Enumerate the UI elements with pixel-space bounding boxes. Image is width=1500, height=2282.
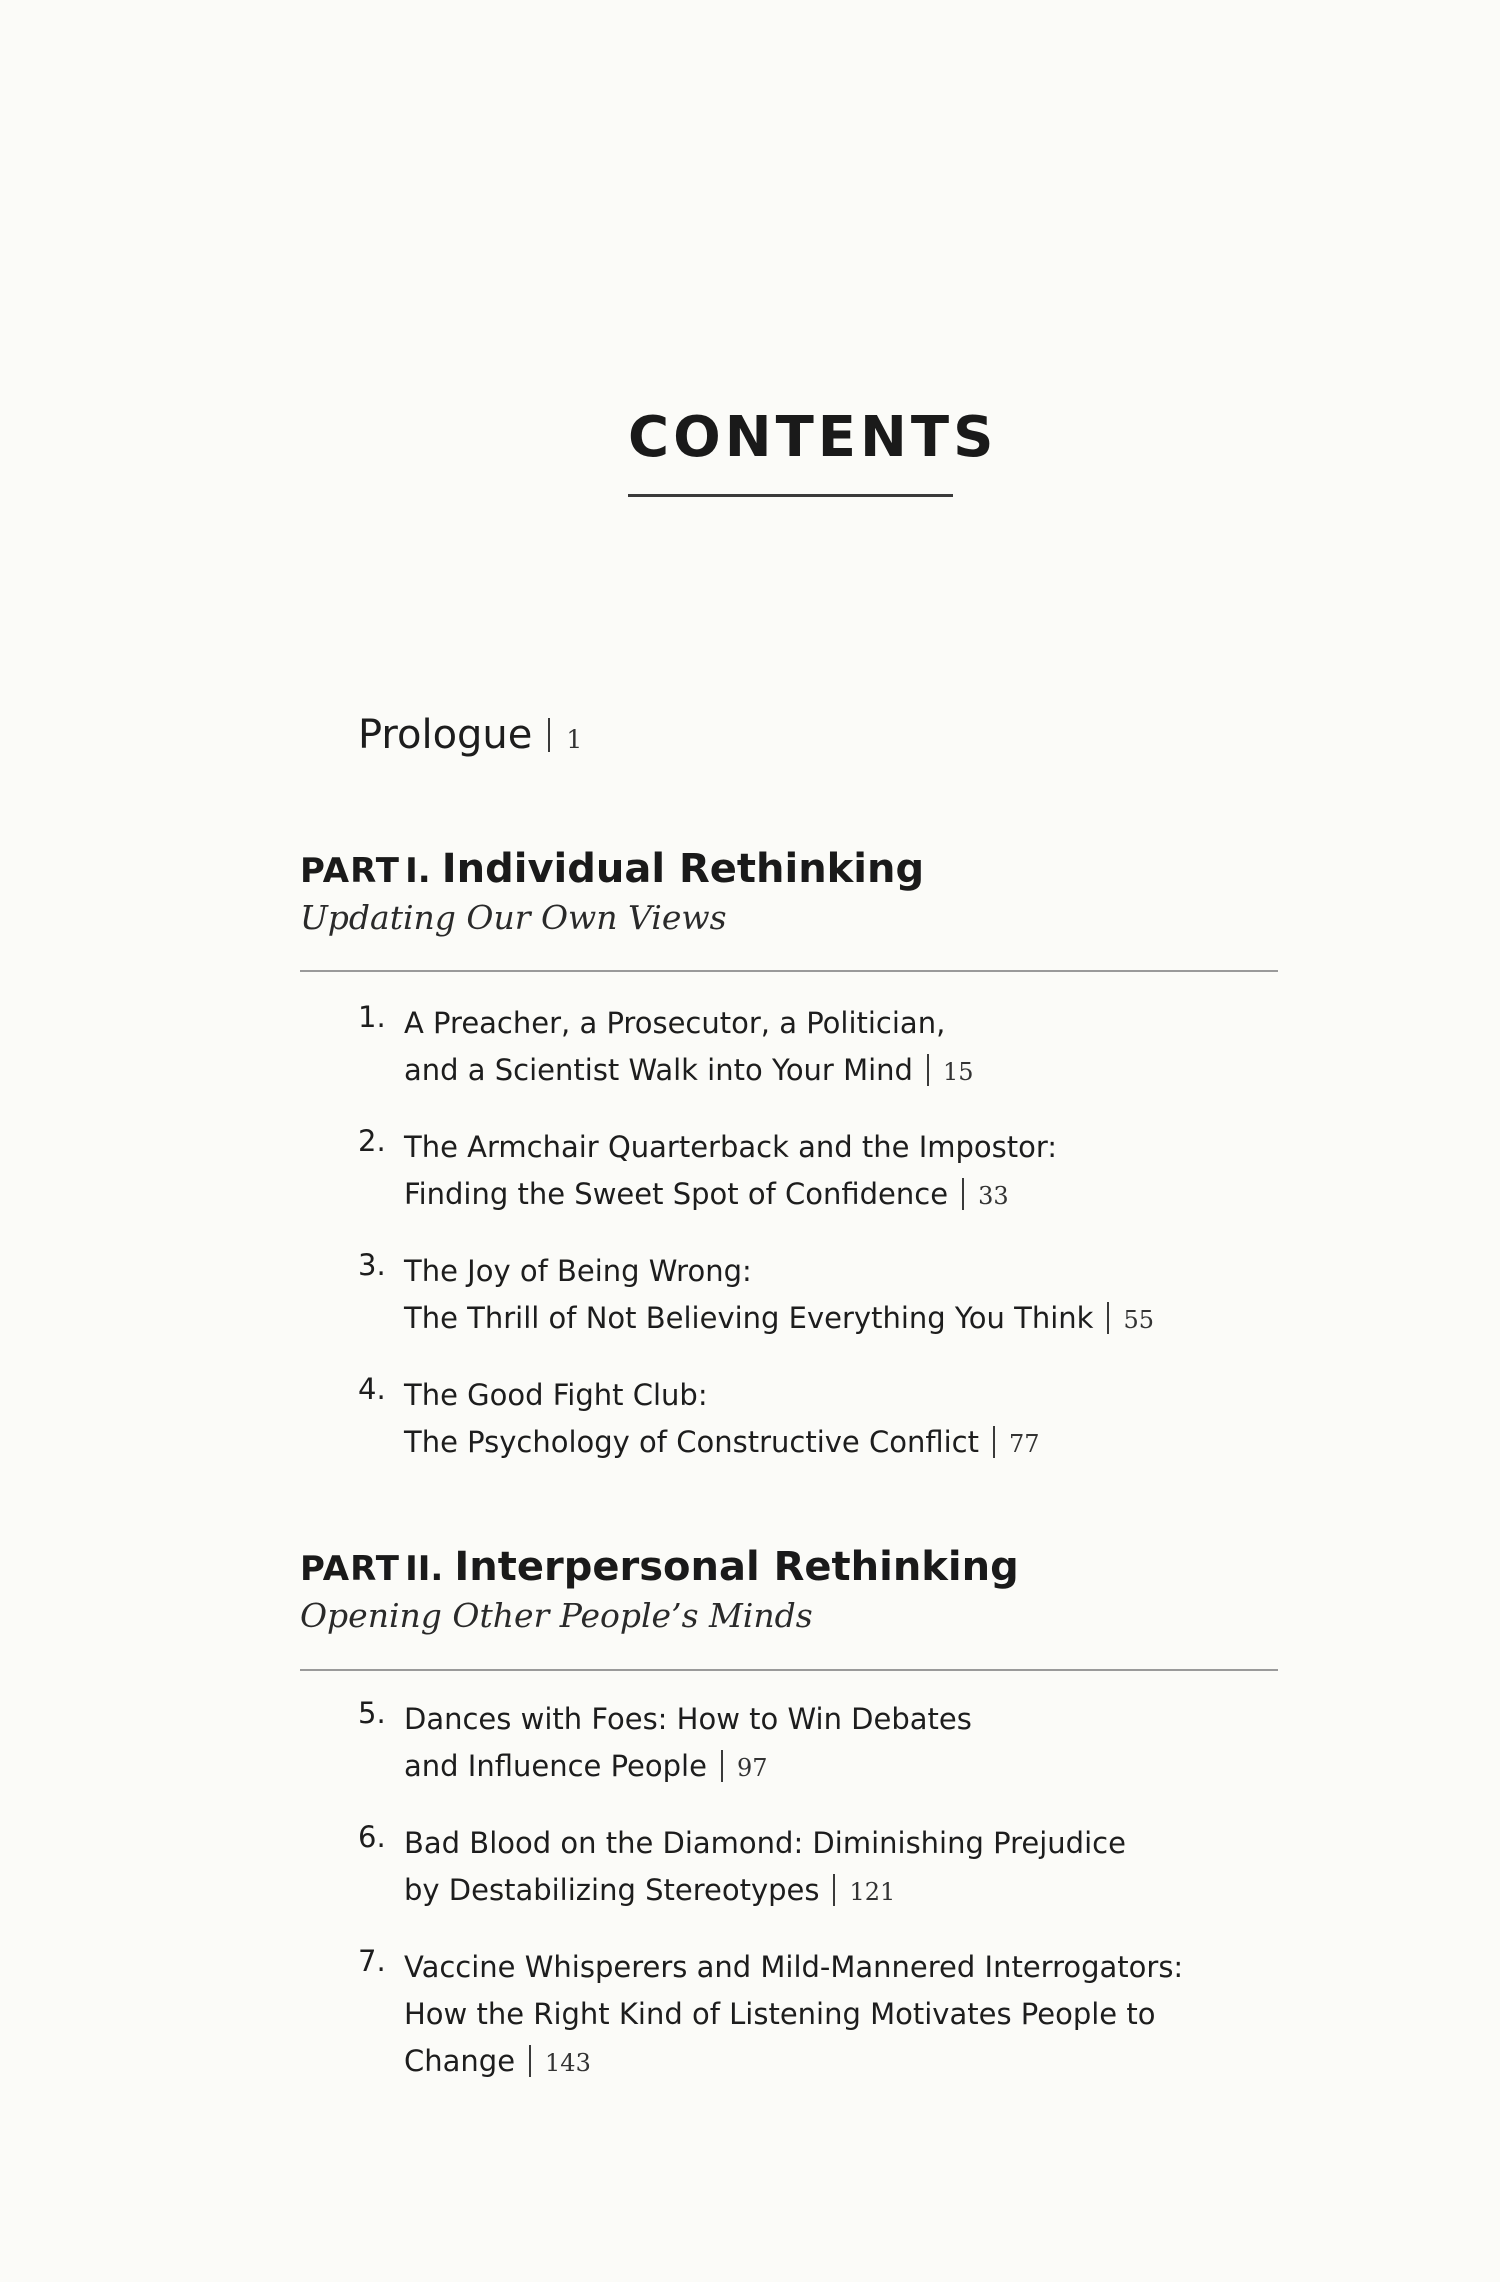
chapter-page-number: 55 xyxy=(1123,1306,1154,1334)
part-1-title xyxy=(300,846,924,892)
chapter-page-number: 97 xyxy=(736,1754,768,1782)
part-label: PART xyxy=(300,851,400,891)
chapter-page-number: 77 xyxy=(1009,1430,1040,1458)
chapter-title-text: The Psychology of Constructive Conflict xyxy=(404,1425,979,1459)
chapter-title-line-last xyxy=(404,1171,1057,1220)
title-underline xyxy=(628,494,953,497)
chapter-title xyxy=(404,1248,1154,1344)
chapter-title xyxy=(404,1000,974,1096)
chapter-title-line-last xyxy=(404,1867,1126,1916)
prologue-page-number: 1 xyxy=(566,725,583,754)
part-1-divider xyxy=(300,970,1278,972)
page-title: CONTENTS xyxy=(628,405,998,470)
page-separator xyxy=(927,1054,929,1086)
chapter-title xyxy=(404,1124,1057,1220)
chapter-title-line: The Joy of Being Wrong: xyxy=(404,1254,752,1288)
chapter-title-line: The Good Fight Club: xyxy=(404,1378,708,1412)
page-separator xyxy=(529,2045,531,2077)
chapter-title-line: Vaccine Whisperers and Mild-Mannered Interrogators: xyxy=(404,1950,1184,1984)
chapter-title-line: A Preacher, a Prosecutor, a Politician, xyxy=(404,1006,946,1040)
part-2-header xyxy=(300,1544,1019,1635)
chapter-title-text: and a Scientist Walk into Your Mind xyxy=(404,1053,913,1087)
part-2-title xyxy=(300,1544,1019,1590)
chapter-title-text: and Influence People xyxy=(404,1749,707,1783)
chapter-number: 6. xyxy=(358,1820,386,1854)
chapter-title xyxy=(404,1372,1040,1468)
page-separator xyxy=(993,1426,995,1458)
chapter-title xyxy=(404,1944,1183,2087)
chapter-page-number: 33 xyxy=(978,1182,1009,1210)
chapter-title-line: Bad Blood on the Diamond: Diminishing Prejudice xyxy=(404,1826,1126,1860)
page-separator xyxy=(1107,1302,1109,1334)
chapter-number: 3. xyxy=(358,1248,386,1282)
chapter-number: 4. xyxy=(358,1372,386,1406)
chapter-title-text: Finding the Sweet Spot of Confidence xyxy=(404,1177,949,1211)
part-1-subtitle: Updating Our Own Views xyxy=(300,898,727,937)
chapter-title-line-last xyxy=(404,2038,1183,2087)
part-number: I. xyxy=(405,851,431,891)
part-2-subtitle: Opening Other People’s Minds xyxy=(300,1596,813,1635)
part-1-header xyxy=(300,846,924,937)
prologue-title: Prologue xyxy=(358,712,533,758)
chapter-title-line: The Armchair Quarterback and the Impostor: xyxy=(404,1130,1058,1164)
page-separator xyxy=(548,718,550,752)
chapter-page-number: 143 xyxy=(545,2049,591,2077)
page-separator xyxy=(721,1750,723,1782)
chapter-page-number: 15 xyxy=(942,1058,974,1086)
chapter-title-text: by Destabilizing Stereotypes xyxy=(404,1873,820,1907)
chapter-title xyxy=(404,1820,1126,1916)
chapter-title-text: Change xyxy=(404,2044,516,2078)
part-number: II. xyxy=(405,1549,444,1589)
chapter-title-line: How the Right Kind of Listening Motivates People to xyxy=(404,1997,1156,2031)
chapter-title-line-last xyxy=(404,1295,1154,1344)
chapter-number: 2. xyxy=(358,1124,386,1158)
chapter-number: 1. xyxy=(358,1000,386,1034)
prologue-entry[interactable] xyxy=(358,712,582,758)
chapter-title-line: Dances with Foes: How to Win Debates xyxy=(404,1702,972,1736)
page-separator xyxy=(833,1874,835,1906)
part-name: Individual Rethinking xyxy=(441,846,925,892)
chapter-number: 5. xyxy=(358,1696,386,1730)
part-2-divider xyxy=(300,1669,1278,1671)
part-label: PART xyxy=(300,1549,400,1589)
part-name: Interpersonal Rethinking xyxy=(454,1544,1019,1590)
chapter-title-text: The Thrill of Not Believing Everything You Think xyxy=(404,1301,1094,1335)
page-separator xyxy=(962,1178,964,1210)
chapter-title-line-last xyxy=(404,1419,1040,1468)
chapter-number: 7. xyxy=(358,1944,386,1978)
chapter-title-line-last xyxy=(404,1743,972,1792)
chapter-page-number: 121 xyxy=(849,1878,896,1906)
chapter-title-line-last xyxy=(404,1047,974,1096)
chapter-title xyxy=(404,1696,972,1792)
